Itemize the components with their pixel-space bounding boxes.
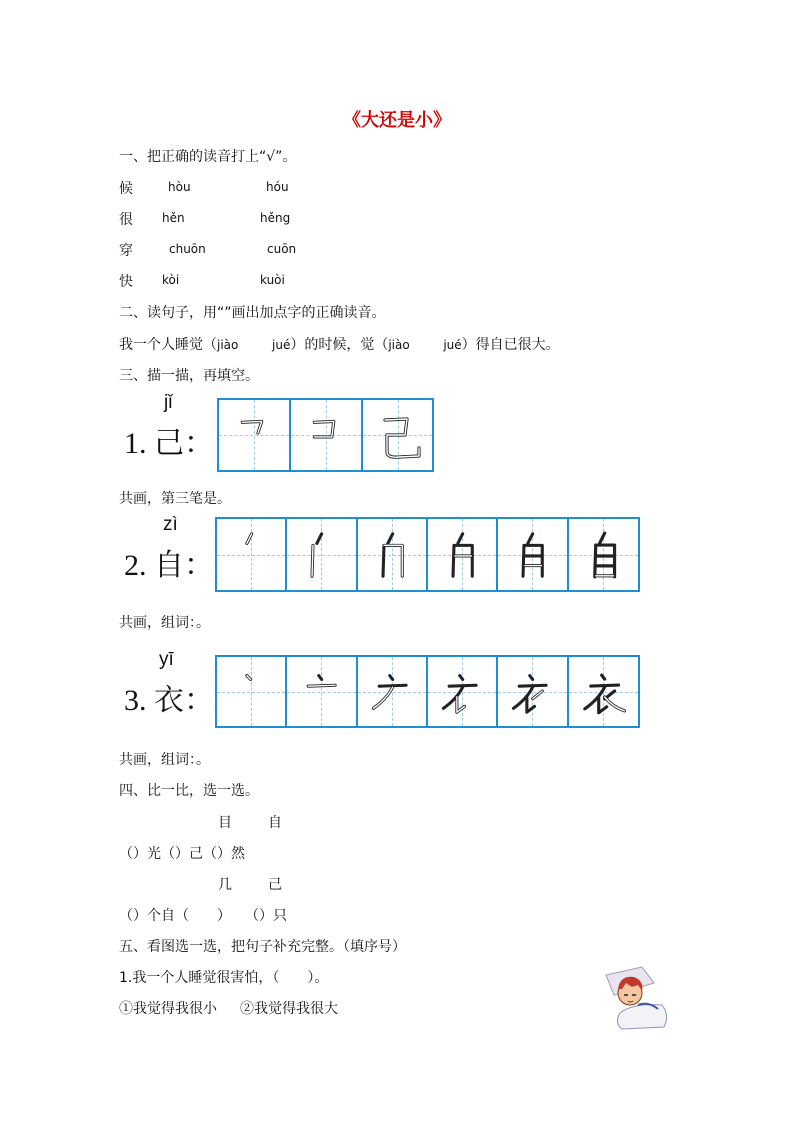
section4-heading: 四、比一比，选一选。	[119, 783, 259, 799]
section3-heading: 三、描一描，再填空。	[119, 368, 259, 384]
row1-char: 候	[119, 181, 133, 197]
row3-pinyin-b[interactable]: cuōn	[267, 242, 297, 256]
section2-sentence	[119, 334, 560, 354]
stroke-3-glyph	[363, 400, 432, 470]
stroke-6-glyph	[569, 519, 638, 590]
pinyin-ji: jǐ	[164, 392, 173, 413]
question-1[interactable]: 1.我一个人睡觉很害怕，（ ）。	[119, 970, 329, 986]
choice-line-1[interactable]: （）光（）己（）然	[119, 846, 245, 862]
row4-pinyin-a[interactable]: kòi	[162, 273, 180, 287]
pinyin-jiao-1[interactable]: jiào	[217, 338, 239, 352]
pinyin-jue-2[interactable]: jué	[443, 338, 462, 352]
sentence-part3: ）得自已很大。	[461, 337, 560, 353]
tracing-cell[interactable]	[287, 657, 357, 726]
pinyin-zi: zì	[163, 514, 178, 535]
stroke-1-glyph	[217, 519, 285, 590]
compare-char-ji3: 己	[268, 877, 282, 893]
stroke-2-glyph	[287, 519, 355, 590]
stroke-4-glyph	[428, 657, 496, 726]
tracing-grid-ji	[217, 398, 434, 472]
stroke-2-glyph	[291, 400, 361, 470]
row1-pinyin-a[interactable]: hòu	[168, 180, 191, 194]
row1-pinyin-b[interactable]: hóu	[266, 180, 289, 194]
stroke-2-glyph	[287, 657, 355, 726]
section5-heading: 五、看图选一选，把句子补充完整。（填序号）	[119, 939, 406, 955]
tracing-cell[interactable]	[219, 400, 291, 470]
stroke-3-glyph	[358, 519, 426, 590]
pinyin-jiao-2[interactable]: jiào	[388, 338, 410, 352]
fill-blank-zi: 共画，组词：。	[119, 615, 210, 631]
stroke-1-glyph	[219, 400, 289, 470]
tracing-cell[interactable]	[428, 657, 498, 726]
sentence-part2: ）的时候，觉（	[290, 337, 389, 353]
compare-char-zi: 自	[268, 815, 282, 831]
row4-char: 快	[119, 274, 133, 290]
stroke-4-glyph	[428, 519, 496, 590]
sentence-part1: 我一个人睡觉（	[119, 337, 217, 353]
row2-char: 很	[119, 212, 133, 228]
option-2[interactable]: ②我觉得我很大	[240, 1001, 338, 1017]
compare-char-mu: 目	[218, 815, 232, 831]
char-label-yi: 3. 衣：	[124, 684, 214, 717]
sleeping-child-illustration	[602, 965, 672, 1031]
choice-line-2[interactable]: （）个自（ ） （）只	[119, 908, 287, 924]
tracing-grid-yi	[215, 655, 640, 728]
tracing-cell[interactable]	[287, 519, 357, 590]
char-label-ji: 1. 己：	[124, 427, 214, 460]
tracing-cell[interactable]	[569, 519, 638, 590]
compare-char-ji1: 几	[218, 877, 232, 893]
stroke-3-glyph	[358, 657, 426, 726]
pinyin-yi: yī	[159, 649, 174, 670]
row2-pinyin-a[interactable]: hěn	[162, 211, 185, 225]
option-1[interactable]: ①我觉得我很小	[119, 1001, 217, 1017]
tracing-grid-zi	[215, 517, 640, 592]
stroke-1-glyph	[217, 657, 285, 726]
row3-char: 穿	[119, 243, 133, 259]
tracing-cell[interactable]	[217, 657, 287, 726]
page-title: 《大还是小》	[343, 110, 451, 131]
tracing-cell[interactable]	[363, 400, 432, 470]
char-label-zi: 2. 自：	[124, 549, 214, 582]
section1-heading: 一、把正确的读音打上“√”。	[119, 149, 297, 165]
stroke-5-glyph	[498, 519, 566, 590]
stroke-6-glyph	[569, 657, 638, 726]
tracing-cell[interactable]	[358, 519, 428, 590]
tracing-cell[interactable]	[569, 657, 638, 726]
tracing-cell[interactable]	[428, 519, 498, 590]
tracing-cell[interactable]	[498, 657, 568, 726]
tracing-cell[interactable]	[358, 657, 428, 726]
tracing-cell[interactable]	[291, 400, 363, 470]
row3-pinyin-a[interactable]: chuōn	[169, 242, 206, 256]
fill-blank-ji: 共画，第三笔是。	[119, 491, 231, 507]
fill-blank-yi: 共画，组词：。	[119, 752, 210, 768]
tracing-cell[interactable]	[217, 519, 287, 590]
stroke-5-glyph	[498, 657, 566, 726]
pinyin-jue-1[interactable]: jué	[272, 338, 291, 352]
section2-heading: 二、读句子，用“”画出加点字的正确读音。	[119, 305, 386, 321]
row2-pinyin-b[interactable]: hěng	[260, 211, 291, 225]
row4-pinyin-b[interactable]: kuòi	[260, 273, 285, 287]
tracing-cell[interactable]	[498, 519, 568, 590]
